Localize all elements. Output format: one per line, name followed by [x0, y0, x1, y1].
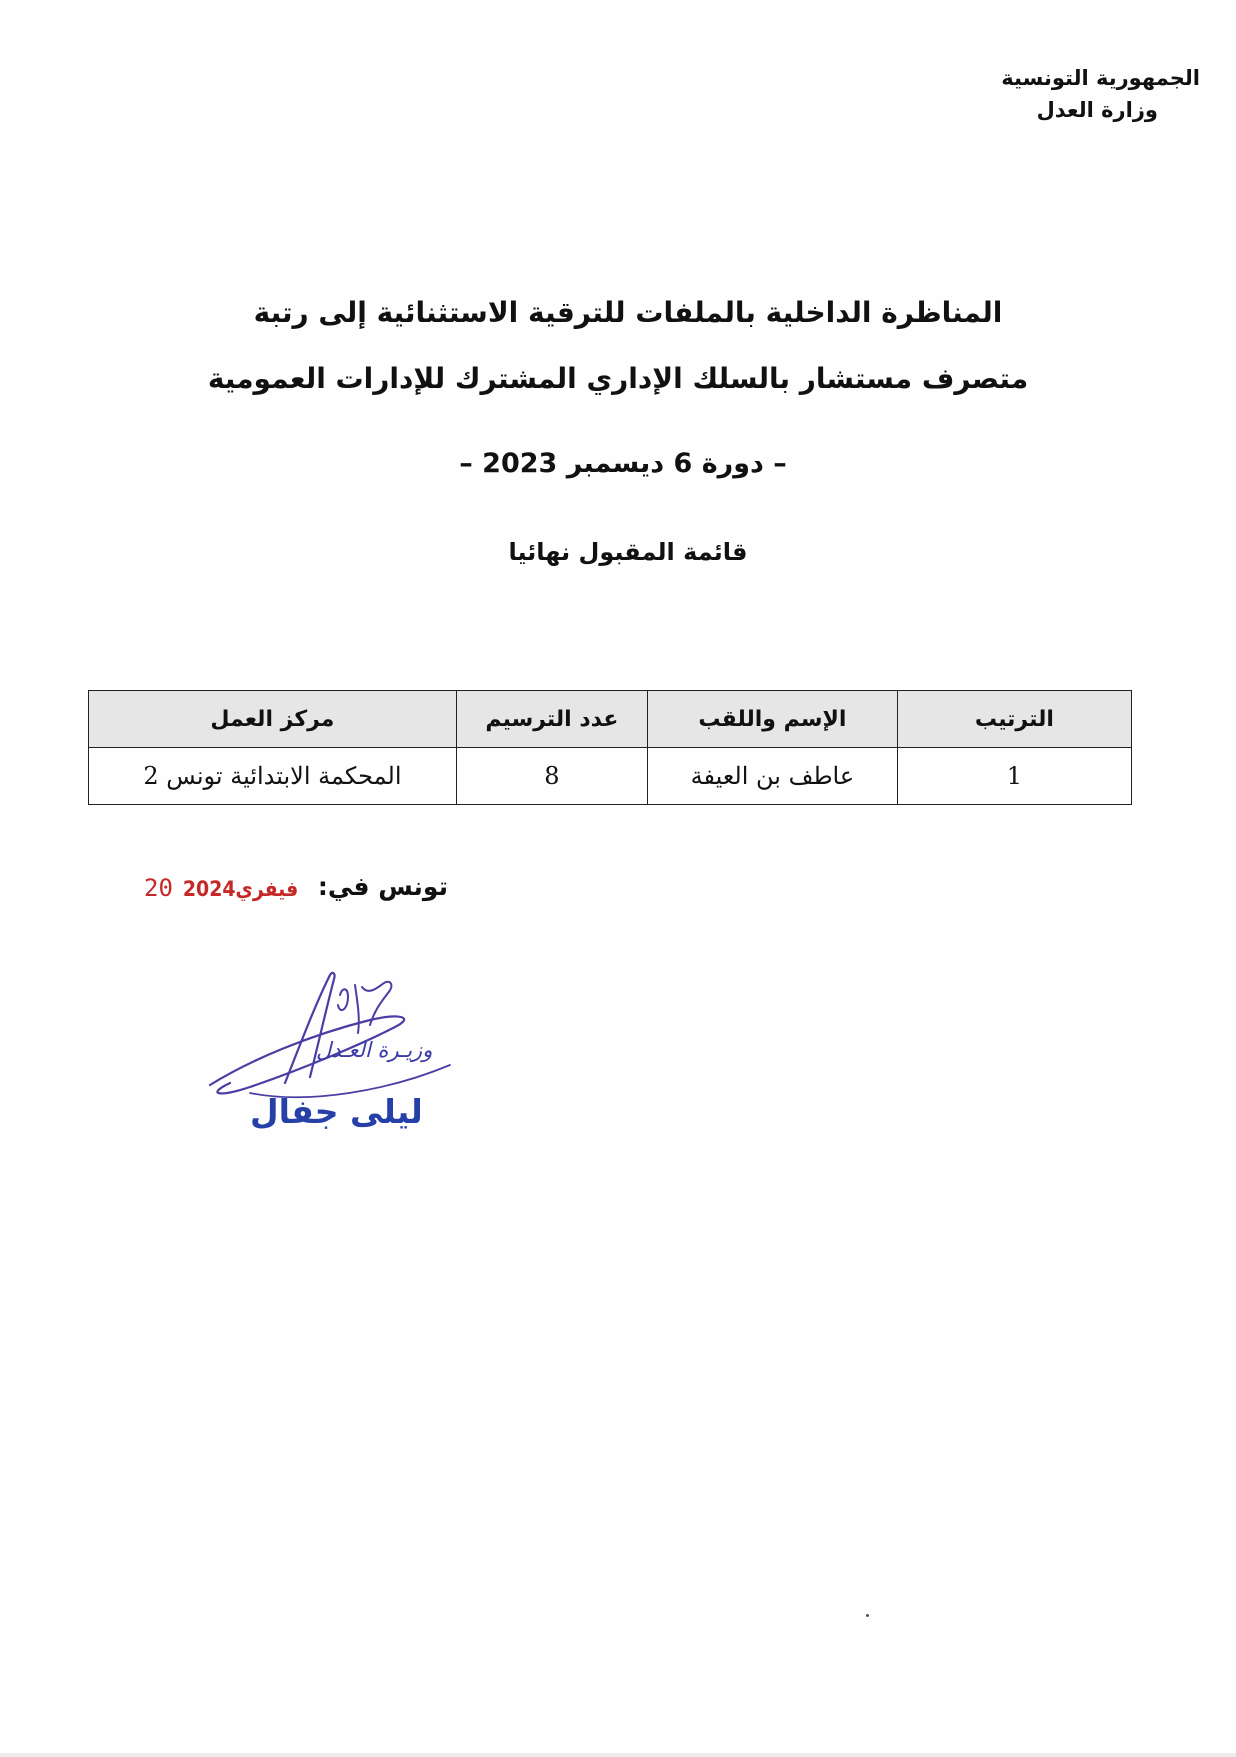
- ministry-name: وزارة العدل: [1036, 98, 1158, 122]
- cell-registration-count: 8: [456, 748, 647, 805]
- document-title-line-1: المناظرة الداخلية بالملفات للترقية الاستثنائية إلى رتبة: [253, 296, 1003, 329]
- date-stamp: [134, 874, 298, 902]
- scan-dot: [866, 1614, 869, 1617]
- session-date: – دورة 6 ديسمبر 2023 –: [459, 448, 787, 479]
- place-label: تونس في:: [317, 872, 448, 901]
- stamp-day: 20: [144, 874, 173, 902]
- header-registration-count: عدد الترسيم: [456, 691, 647, 748]
- results-table: [88, 690, 1132, 805]
- header-name: الإسم واللقب: [647, 691, 897, 748]
- cell-work-center: المحكمة الابتدائية تونس 2: [89, 748, 457, 805]
- stamp-year: 2024: [182, 877, 236, 901]
- seal-text: وزيـرة العـدل: [316, 1038, 433, 1062]
- cell-rank: 1: [897, 748, 1131, 805]
- document-title-line-2: متصرف مستشار بالسلك الإداري المشترك للإدارات العمومية: [207, 362, 1029, 395]
- page-edge: [0, 1753, 1236, 1757]
- header-rank: الترتيب: [897, 691, 1131, 748]
- list-title: قائمة المقبول نهائيا: [508, 538, 748, 566]
- country-name: الجمهورية التونسية: [1001, 66, 1200, 90]
- header-work-center: مركز العمل: [89, 691, 457, 748]
- signatory-name: ليلى جفال: [250, 1092, 423, 1131]
- stamp-month: فيفري: [235, 877, 299, 901]
- table-row: [89, 748, 1132, 805]
- cell-name: عاطف بن العيفة: [647, 748, 897, 805]
- table-header-row: [89, 691, 1132, 748]
- document-header: [900, 62, 1200, 126]
- place-date-line: [0, 872, 1236, 912]
